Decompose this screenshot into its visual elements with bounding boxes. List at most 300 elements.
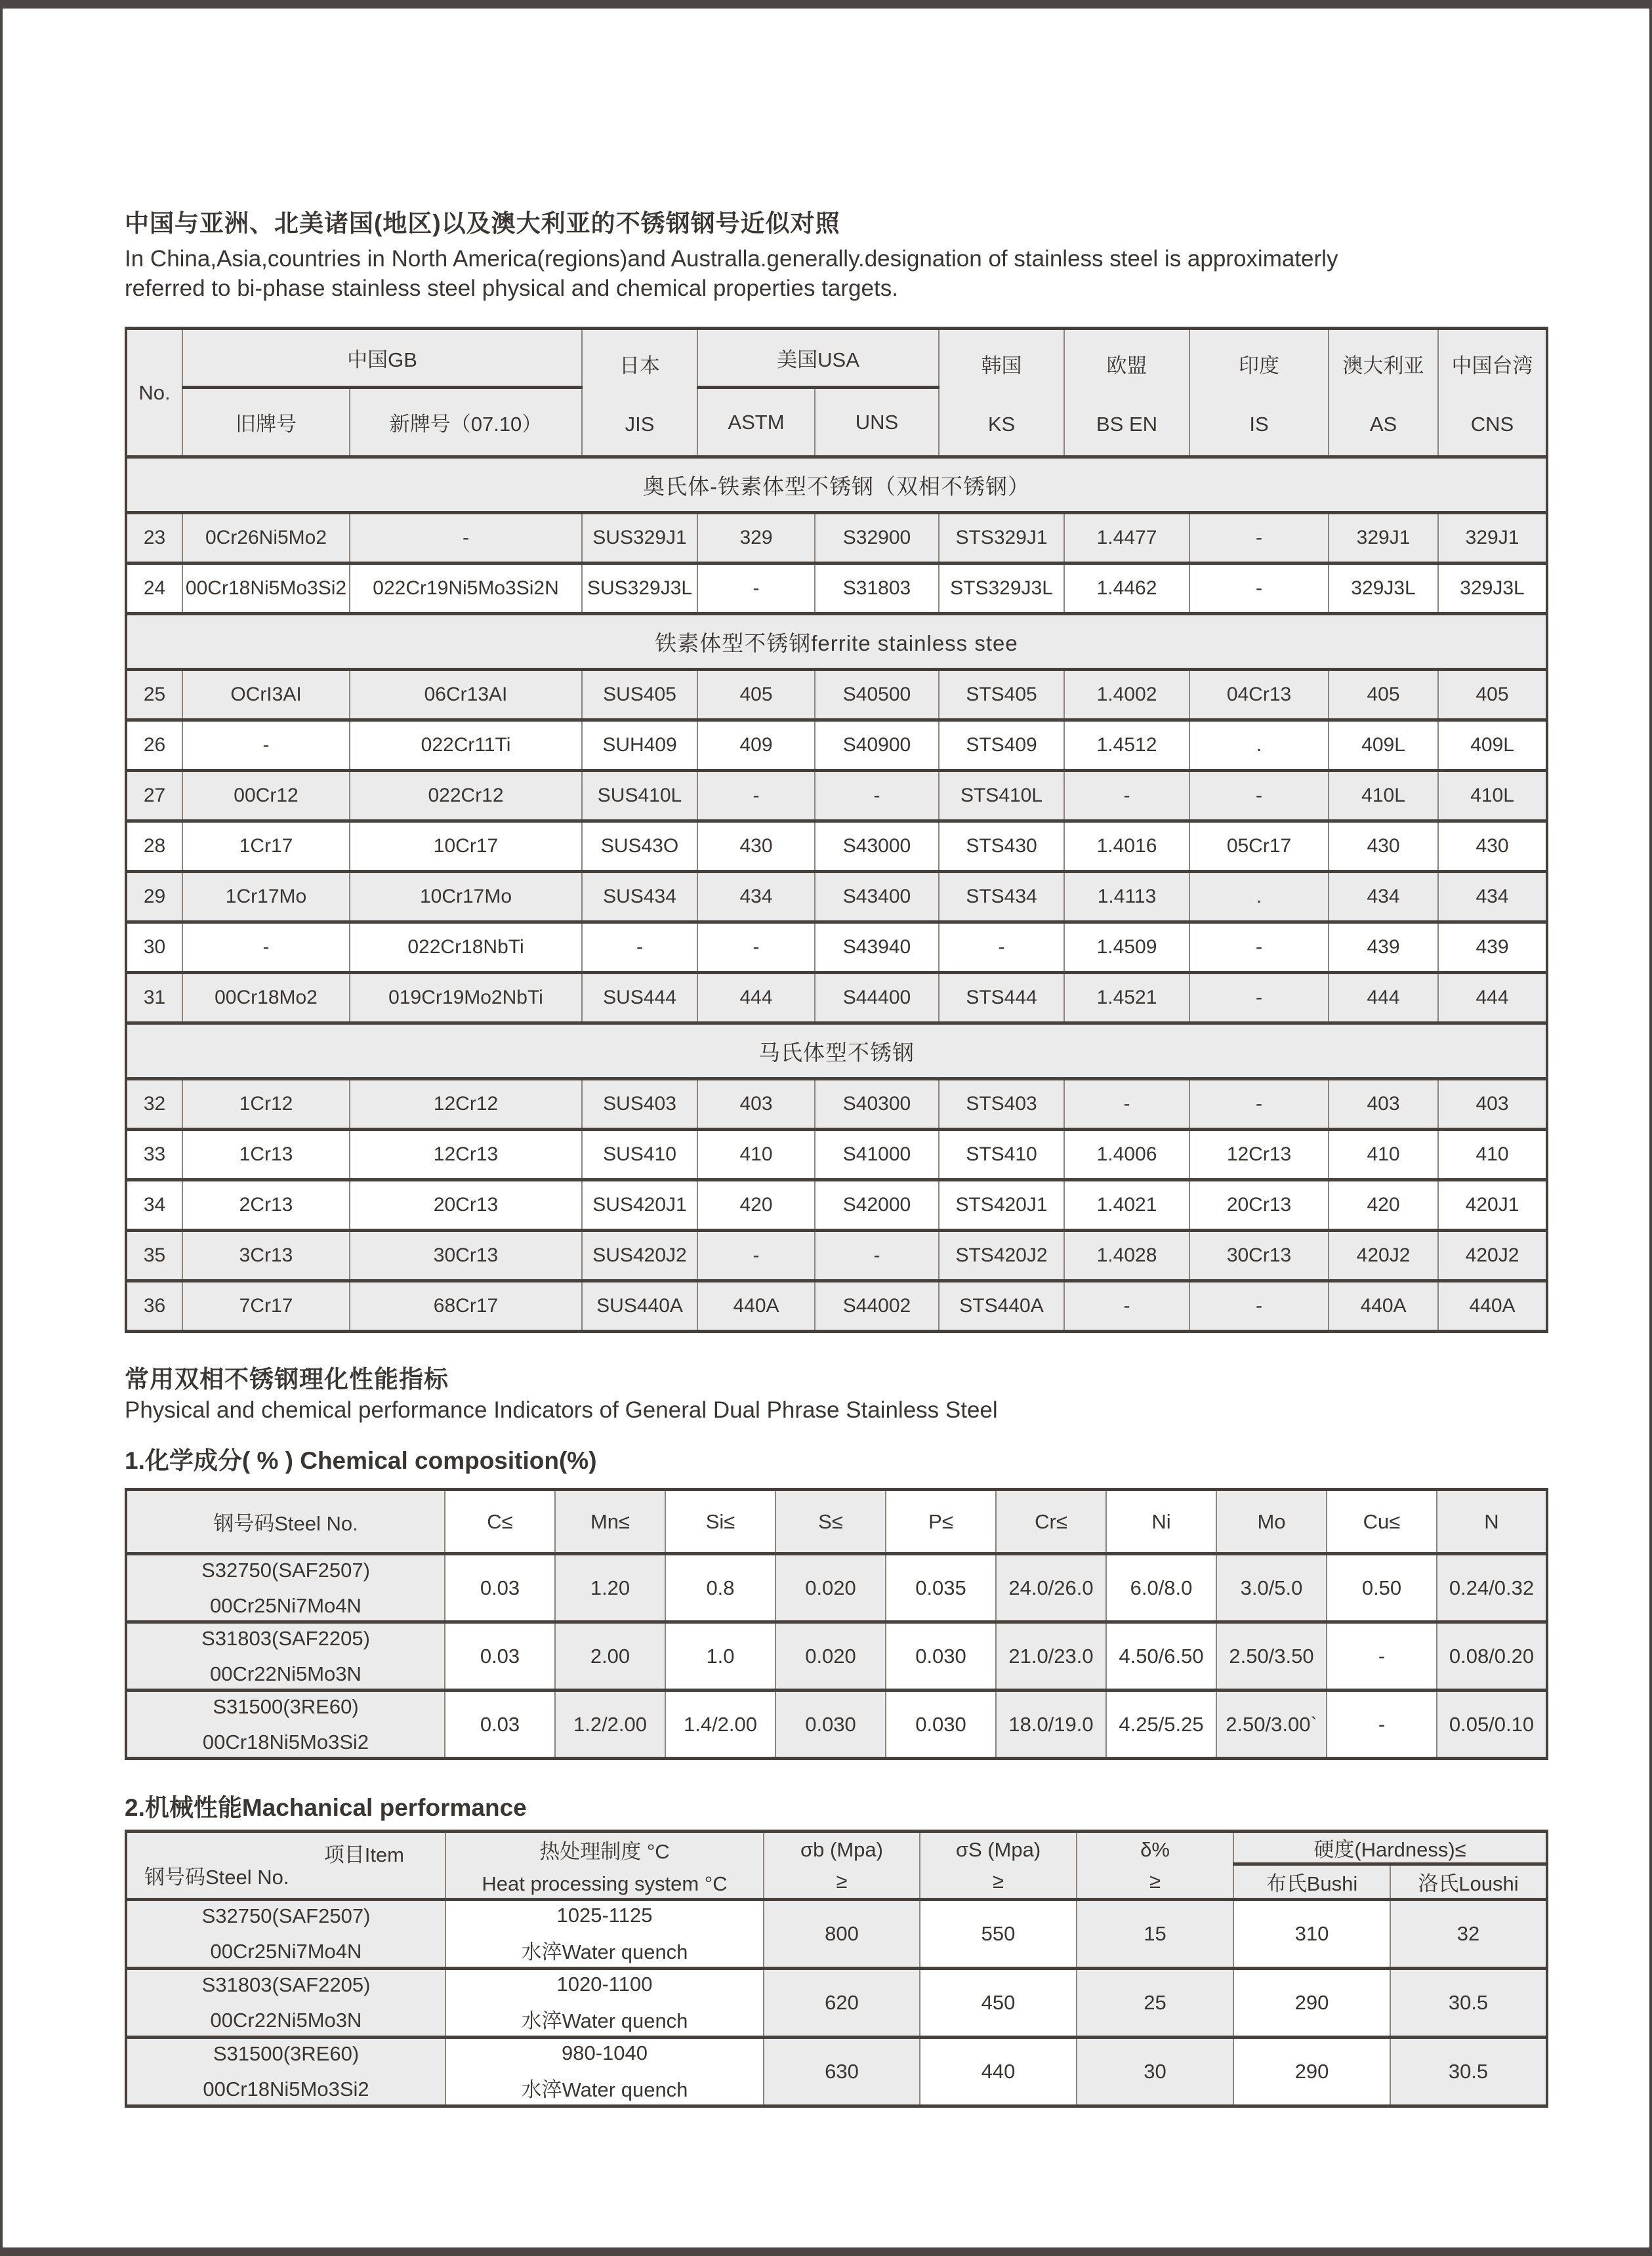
chem-cell-mn: 1.2/2.00 — [555, 1691, 665, 1759]
cell-bsen: 1.4477 — [1064, 513, 1189, 564]
mech-table-row — [126, 1900, 1547, 1969]
mech-header-delta — [1077, 1832, 1233, 1900]
cell-as: 403 — [1329, 1079, 1438, 1130]
cell-bsen: - — [1064, 771, 1189, 821]
chem-cell-mn: 2.00 — [555, 1622, 665, 1691]
cell-uns: S44400 — [815, 973, 939, 1023]
cell-ks: STS420J2 — [939, 1231, 1064, 1281]
cell-ks: STS405 — [939, 670, 1064, 720]
chem-header-ni: Ni — [1106, 1490, 1216, 1554]
cell-bsen: - — [1064, 1079, 1189, 1130]
cell-astm: 430 — [697, 821, 815, 872]
cell-old-grade: 1Cr13 — [182, 1130, 350, 1180]
table-row — [126, 922, 1547, 973]
cell-new-grade: 20Cr13 — [350, 1180, 582, 1231]
cell-bsen: - — [1064, 1281, 1189, 1332]
cell-cns: 403 — [1438, 1079, 1547, 1130]
header-australia-label: 澳大利亚 — [1342, 354, 1424, 377]
table-row — [126, 1180, 1547, 1231]
cell-ks: STS420J1 — [939, 1180, 1064, 1231]
chem-cell-p: 0.035 — [886, 1554, 996, 1622]
chem-cell-cr: 21.0/23.0 — [996, 1622, 1106, 1691]
cell-is: - — [1189, 1281, 1329, 1332]
chem-cell-ni: 6.0/8.0 — [1106, 1554, 1216, 1622]
mech-cell-bushi: 290 — [1233, 1969, 1390, 2038]
cell-new-grade: 022Cr18NbTi — [350, 922, 582, 973]
cell-as: 409L — [1329, 720, 1438, 771]
cell-no: 32 — [126, 1079, 182, 1130]
cell-is: 20Cr13 — [1189, 1180, 1329, 1231]
cell-new-grade: 10Cr17 — [350, 821, 582, 872]
cell-uns: S40500 — [815, 670, 939, 720]
cell-new-grade: 68Cr17 — [350, 1281, 582, 1332]
cell-is: - — [1189, 771, 1329, 821]
cell-ks: STS440A — [939, 1281, 1064, 1332]
chem-cell-steel-no — [126, 1554, 445, 1622]
gte-symbol: ≥ — [1149, 1869, 1161, 1893]
chem-header-row — [126, 1490, 1547, 1554]
mech-cell-bushi: 290 — [1233, 2038, 1390, 2106]
steel-no-line1: S31803(SAF2205) — [201, 1626, 370, 1650]
table-row — [126, 1079, 1547, 1130]
mech-table-body — [126, 1900, 1547, 2106]
cell-uns: S44002 — [815, 1281, 939, 1332]
cell-ks: STS409 — [939, 720, 1064, 771]
cell-jis: SUS329J1 — [582, 513, 697, 564]
cell-old-grade: 2Cr13 — [182, 1180, 350, 1231]
chem-cell-c: 0.03 — [445, 1622, 555, 1691]
chem-header-c: C≤ — [445, 1490, 555, 1554]
cell-jis: SUS420J1 — [582, 1180, 697, 1231]
cell-is: - — [1189, 1079, 1329, 1130]
chem-table-row — [126, 1622, 1547, 1691]
cell-bsen: 1.4113 — [1064, 872, 1189, 922]
gte-symbol: ≥ — [836, 1869, 848, 1893]
performance-heading-en: Physical and chemical performance Indicators of General Dual Phrase Stainless Steel — [125, 1397, 998, 1423]
sigma-b-label: σb (Mpa) — [800, 1837, 883, 1861]
mech-table-row — [126, 2038, 1547, 2106]
steel-grade-comparison-table — [125, 327, 1548, 1333]
cell-old-grade: 7Cr17 — [182, 1281, 350, 1332]
chem-cell-cu: 0.50 — [1327, 1554, 1437, 1622]
cell-ks: STS329J3L — [939, 564, 1064, 614]
table-row — [126, 1231, 1547, 1281]
cell-as: 420 — [1329, 1180, 1438, 1231]
table-row — [126, 771, 1547, 821]
chem-cell-n: 0.08/0.20 — [1437, 1622, 1547, 1691]
chem-cell-cr: 24.0/26.0 — [996, 1554, 1106, 1622]
chem-cell-mo: 3.0/5.0 — [1216, 1554, 1327, 1622]
cell-uns: S42000 — [815, 1180, 939, 1231]
cell-as: 430 — [1329, 821, 1438, 872]
section-title-row — [126, 614, 1547, 670]
mech-cell-sigma-b: 620 — [764, 1969, 920, 2038]
chem-table-body — [126, 1554, 1547, 1759]
chem-header-s: S≤ — [775, 1490, 886, 1554]
steel-no-line1: S31500(3RE60) — [213, 2042, 360, 2065]
cell-old-grade: OCrI3AI — [182, 670, 350, 720]
heat-temp-range: 980-1040 — [561, 2041, 648, 2064]
cell-bsen: 1.4521 — [1064, 973, 1189, 1023]
header-australia-as — [1329, 329, 1438, 457]
cell-bsen: 1.4021 — [1064, 1180, 1189, 1231]
cell-as: 440A — [1329, 1281, 1438, 1332]
cell-bsen: 1.4016 — [1064, 821, 1189, 872]
cell-uns: S43400 — [815, 872, 939, 922]
chem-cell-p: 0.030 — [886, 1622, 996, 1691]
cell-cns: 444 — [1438, 973, 1547, 1023]
chem-cell-c: 0.03 — [445, 1691, 555, 1759]
header-usa: 美国USA — [697, 329, 939, 388]
cell-astm: 405 — [697, 670, 815, 720]
mech-cell-heat — [445, 1900, 764, 1969]
table-row — [126, 872, 1547, 922]
header-taiwan-cns — [1438, 329, 1547, 457]
header-cns-label: CNS — [1470, 413, 1514, 436]
delta-label: δ% — [1140, 1837, 1170, 1861]
cell-uns: - — [815, 1231, 939, 1281]
cell-is: - — [1189, 513, 1329, 564]
cell-cns: 329J3L — [1438, 564, 1547, 614]
cell-cns: 410L — [1438, 771, 1547, 821]
cell-jis: SUS43O — [582, 821, 697, 872]
header-india-is — [1189, 329, 1329, 457]
cell-jis: SUS403 — [582, 1079, 697, 1130]
header-jis-label: JIS — [625, 413, 655, 436]
section-title-row — [126, 1023, 1547, 1079]
cell-astm: 434 — [697, 872, 815, 922]
chem-table-row — [126, 1554, 1547, 1622]
steel-no-line1: S31803(SAF2205) — [201, 1973, 371, 1996]
mech-cell-loushi: 30.5 — [1390, 2038, 1547, 2106]
section-ferrite — [126, 614, 1547, 1023]
cell-no: 31 — [126, 973, 182, 1023]
cell-jis: SUS444 — [582, 973, 697, 1023]
cell-uns: S41000 — [815, 1130, 939, 1180]
mech-cell-delta: 25 — [1077, 1969, 1233, 2038]
cell-cns: 439 — [1438, 922, 1547, 973]
mech-header-heat — [445, 1832, 764, 1900]
cell-new-grade: 022Cr11Ti — [350, 720, 582, 771]
cell-bsen: 1.4462 — [1064, 564, 1189, 614]
steel-no-line2: 00Cr18Ni5Mo3Si2 — [202, 1730, 369, 1754]
mech-header-item-label: 项目Item — [323, 1843, 404, 1866]
cell-is: 05Cr17 — [1189, 821, 1329, 872]
steel-no-line1: S31500(3RE60) — [213, 1694, 359, 1718]
cell-astm: 444 — [697, 973, 815, 1023]
cell-is: - — [1189, 973, 1329, 1023]
heat-temp-range: 1025-1125 — [556, 1903, 653, 1927]
steel-no-line2: 00Cr25Ni7Mo4N — [210, 1593, 361, 1617]
cell-no: 29 — [126, 872, 182, 922]
cell-ks: STS403 — [939, 1079, 1064, 1130]
cell-old-grade: - — [182, 720, 350, 771]
cell-as: 405 — [1329, 670, 1438, 720]
mechanical-performance-table — [125, 1830, 1548, 2108]
cell-uns: S31803 — [815, 564, 939, 614]
cell-uns: S32900 — [815, 513, 939, 564]
mech-header-sigma-b — [764, 1832, 920, 1900]
cell-new-grade: 30Cr13 — [350, 1231, 582, 1281]
cell-no: 28 — [126, 821, 182, 872]
chem-cell-s: 0.020 — [775, 1622, 886, 1691]
heat-label-zh: 热处理制度 °C — [539, 1840, 670, 1863]
cell-bsen: 1.4006 — [1064, 1130, 1189, 1180]
cell-new-grade: 12Cr12 — [350, 1079, 582, 1130]
cell-new-grade: 022Cr12 — [350, 771, 582, 821]
cell-is: 30Cr13 — [1189, 1231, 1329, 1281]
cell-old-grade: 1Cr17 — [182, 821, 350, 872]
cell-is: 12Cr13 — [1189, 1130, 1329, 1180]
cell-ks: STS430 — [939, 821, 1064, 872]
cell-uns: S43000 — [815, 821, 939, 872]
cell-ks: STS434 — [939, 872, 1064, 922]
mech-cell-heat — [445, 1969, 764, 2038]
cell-no: 30 — [126, 922, 182, 973]
cell-astm: 329 — [697, 513, 815, 564]
cell-no: 23 — [126, 513, 182, 564]
document-content — [125, 203, 1546, 2108]
steel-no-line1: S32750(SAF2507) — [201, 1558, 370, 1582]
cell-new-grade: 06Cr13AI — [350, 670, 582, 720]
mech-cell-loushi: 32 — [1390, 1900, 1547, 1969]
mech-cell-steel-no — [126, 1900, 445, 1969]
mech-header-steel-label: 钢号码Steel No. — [144, 1866, 289, 1889]
cell-old-grade: 1Cr12 — [182, 1079, 350, 1130]
chem-cell-mo: 2.50/3.00` — [1216, 1691, 1327, 1759]
chem-cell-si: 1.0 — [665, 1622, 775, 1691]
cell-as: 410L — [1329, 771, 1438, 821]
performance-heading-zh: 常用双相不锈钢理化性能指标 — [125, 1366, 449, 1393]
chem-header-n: N — [1437, 1490, 1547, 1554]
cell-new-grade: 10Cr17Mo — [350, 872, 582, 922]
mech-header-hardness: 硬度(Hardness)≤ — [1233, 1832, 1547, 1864]
header-eu-bsen — [1064, 329, 1189, 457]
cell-new-grade: 12Cr13 — [350, 1130, 582, 1180]
cell-uns: S40900 — [815, 720, 939, 771]
cell-as: 410 — [1329, 1130, 1438, 1180]
mech-header-row-1 — [126, 1832, 1547, 1864]
cell-astm: 410 — [697, 1130, 815, 1180]
chem-cell-p: 0.030 — [886, 1691, 996, 1759]
cell-no: 25 — [126, 670, 182, 720]
heat-label-en: Heat processing system °C — [482, 1872, 728, 1895]
cell-as: 439 — [1329, 922, 1438, 973]
cell-astm: 403 — [697, 1079, 815, 1130]
cell-no: 26 — [126, 720, 182, 771]
cell-ks: STS329J1 — [939, 513, 1064, 564]
section-austenitic-ferritic — [126, 457, 1547, 614]
steel-no-line2: 00Cr22Ni5Mo3N — [210, 2009, 362, 2032]
cell-no: 33 — [126, 1130, 182, 1180]
heat-quench-method: 水淬Water quench — [521, 1940, 688, 1963]
heat-quench-method: 水淬Water quench — [521, 2078, 688, 2101]
mech-cell-loushi: 30.5 — [1390, 1969, 1547, 2038]
cell-cns: 409L — [1438, 720, 1547, 771]
cell-astm: 420 — [697, 1180, 815, 1231]
header-uns: UNS — [815, 388, 939, 457]
cell-jis: SUS410L — [582, 771, 697, 821]
cell-as: 444 — [1329, 973, 1438, 1023]
heat-temp-range: 1020-1100 — [556, 1972, 653, 1996]
steel-no-line2: 00Cr25Ni7Mo4N — [210, 1940, 362, 1963]
header-ks-label: KS — [987, 413, 1016, 436]
cell-jis: SUS434 — [582, 872, 697, 922]
chem-cell-n: 0.24/0.32 — [1437, 1554, 1547, 1622]
table-row — [126, 720, 1547, 771]
header-as-label: AS — [1369, 413, 1397, 436]
mech-table-row — [126, 1969, 1547, 2038]
header-japan-jis — [582, 329, 697, 457]
cell-bsen: 1.4509 — [1064, 922, 1189, 973]
cell-bsen: 1.4002 — [1064, 670, 1189, 720]
table-row — [126, 513, 1547, 564]
chem-cell-c: 0.03 — [445, 1554, 555, 1622]
subtitle-line-2: referred to bi-phase stainless steel physical and chemical properties targets. — [125, 276, 898, 301]
steel-no-line2: 00Cr22Ni5Mo3N — [210, 1662, 361, 1685]
cell-jis: SUS420J2 — [582, 1231, 697, 1281]
cell-bsen: 1.4512 — [1064, 720, 1189, 771]
header-taiwan-label: 中国台湾 — [1451, 354, 1533, 377]
subtitle-line-1: In China,Asia,countries in North America(regions)and Australla.generally.designation of stainless steel is approximaterly — [125, 246, 1338, 272]
table-row — [126, 564, 1547, 614]
chemical-composition-table — [125, 1488, 1548, 1760]
header-new-grade: 新牌号（07.10） — [350, 388, 582, 457]
chem-header-steel-no: 钢号码Steel No. — [126, 1490, 445, 1554]
section-title-martensite: 马氏体型不锈钢 — [126, 1023, 1547, 1079]
cell-ks: STS410L — [939, 771, 1064, 821]
chem-cell-mn: 1.20 — [555, 1554, 665, 1622]
cell-old-grade: 0Cr26Ni5Mo2 — [182, 513, 350, 564]
cell-astm: 409 — [697, 720, 815, 771]
cell-cns: 410 — [1438, 1130, 1547, 1180]
section-title-austenitic-ferritic: 奥氏体-铁素体型不锈钢（双相不锈钢） — [126, 457, 1547, 513]
chem-header-si: Si≤ — [665, 1490, 775, 1554]
chem-cell-si: 1.4/2.00 — [665, 1691, 775, 1759]
mechanical-performance-heading: 2.机械性能Machanical performance — [125, 1794, 527, 1821]
cell-cns: 430 — [1438, 821, 1547, 872]
chem-cell-steel-no — [126, 1622, 445, 1691]
mech-cell-steel-no — [126, 1969, 445, 2038]
chem-table-row — [126, 1691, 1547, 1759]
cell-old-grade: 1Cr17Mo — [182, 872, 350, 922]
cell-as: 329J1 — [1329, 513, 1438, 564]
cell-cns: 420J2 — [1438, 1231, 1547, 1281]
cell-ks: - — [939, 922, 1064, 973]
document-title: 中国与亚洲、北美诸国(地区)以及澳大利亚的不锈钢钢号近似对照 — [125, 210, 840, 237]
chem-header-mn: Mn≤ — [555, 1490, 665, 1554]
chem-cell-cu: - — [1327, 1622, 1437, 1691]
mech-cell-delta: 30 — [1077, 2038, 1233, 2106]
steel-no-line2: 00Cr18Ni5Mo3Si2 — [203, 2078, 369, 2101]
mech-cell-sigma-s: 450 — [920, 1969, 1077, 2038]
gte-symbol: ≥ — [992, 1869, 1004, 1893]
cell-uns: S40300 — [815, 1079, 939, 1130]
chem-header-cu: Cu≤ — [1327, 1490, 1437, 1554]
steel-no-line1: S32750(SAF2507) — [201, 1904, 371, 1927]
document-subtitle — [125, 244, 1546, 303]
cell-as: 329J3L — [1329, 564, 1438, 614]
mech-header-bushi: 布氏Bushi — [1233, 1864, 1390, 1900]
section-title-row — [126, 457, 1547, 513]
cell-astm: - — [697, 922, 815, 973]
cell-as: 420J2 — [1329, 1231, 1438, 1281]
cell-cns: 405 — [1438, 670, 1547, 720]
cell-bsen: 1.4028 — [1064, 1231, 1189, 1281]
chem-cell-cr: 18.0/19.0 — [996, 1691, 1106, 1759]
cell-is: - — [1189, 564, 1329, 614]
chemical-composition-heading: 1.化学成分( % ) Chemical composition(%) — [125, 1447, 597, 1474]
cell-old-grade: 00Cr18Mo2 — [182, 973, 350, 1023]
cell-is: - — [1189, 922, 1329, 973]
cell-no: 27 — [126, 771, 182, 821]
cell-cns: 440A — [1438, 1281, 1547, 1332]
mech-cell-bushi: 310 — [1233, 1900, 1390, 1969]
cell-no: 24 — [126, 564, 182, 614]
table-row — [126, 973, 1547, 1023]
header-korea-ks — [939, 329, 1064, 457]
chem-cell-si: 0.8 — [665, 1554, 775, 1622]
cell-is: 04Cr13 — [1189, 670, 1329, 720]
chem-cell-n: 0.05/0.10 — [1437, 1691, 1547, 1759]
cell-ks: STS410 — [939, 1130, 1064, 1180]
mech-cell-sigma-b: 630 — [764, 2038, 920, 2106]
header-japan-label: 日本 — [619, 354, 661, 377]
chem-cell-cu: - — [1327, 1691, 1437, 1759]
cell-new-grade: - — [350, 513, 582, 564]
header-china-gb: 中国GB — [182, 329, 582, 388]
cell-jis: SUS329J3L — [582, 564, 697, 614]
cell-jis: SUS440A — [582, 1281, 697, 1332]
cell-cns: 420J1 — [1438, 1180, 1547, 1231]
cell-jis: SUS410 — [582, 1130, 697, 1180]
cell-cns: 434 — [1438, 872, 1547, 922]
section-martensite — [126, 1023, 1547, 1332]
chem-header-p: P≤ — [886, 1490, 996, 1554]
mech-cell-delta: 15 — [1077, 1900, 1233, 1969]
mech-cell-sigma-b: 800 — [764, 1900, 920, 1969]
mech-header-diagonal-cell — [126, 1832, 445, 1900]
cell-as: 434 — [1329, 872, 1438, 922]
cell-new-grade: 019Cr19Mo2NbTi — [350, 973, 582, 1023]
heat-quench-method: 水淬Water quench — [521, 2009, 688, 2032]
chem-cell-s: 0.020 — [775, 1554, 886, 1622]
chem-header-mo: Mo — [1216, 1490, 1327, 1554]
chem-cell-steel-no — [126, 1691, 445, 1759]
cell-no: 35 — [126, 1231, 182, 1281]
cell-jis: - — [582, 922, 697, 973]
header-old-grade: 旧牌号 — [182, 388, 350, 457]
table-row — [126, 1130, 1547, 1180]
cell-is: . — [1189, 720, 1329, 771]
cell-astm: 440A — [697, 1281, 815, 1332]
cell-old-grade: 3Cr13 — [182, 1231, 350, 1281]
cell-astm: - — [697, 1231, 815, 1281]
cell-no: 34 — [126, 1180, 182, 1231]
sigma-s-label: σS (Mpa) — [955, 1837, 1041, 1861]
header-is-label: IS — [1249, 413, 1269, 436]
cell-no: 36 — [126, 1281, 182, 1332]
mech-cell-sigma-s: 440 — [920, 2038, 1077, 2106]
cell-new-grade: 022Cr19Ni5Mo3Si2N — [350, 564, 582, 614]
header-india-label: 印度 — [1239, 354, 1280, 377]
mech-header-loushi: 洛氏Loushi — [1390, 1864, 1547, 1900]
chem-cell-mo: 2.50/3.50 — [1216, 1622, 1327, 1691]
cell-old-grade: - — [182, 922, 350, 973]
chem-cell-ni: 4.50/6.50 — [1106, 1622, 1216, 1691]
cell-astm: - — [697, 564, 815, 614]
mech-cell-heat — [445, 2038, 764, 2106]
